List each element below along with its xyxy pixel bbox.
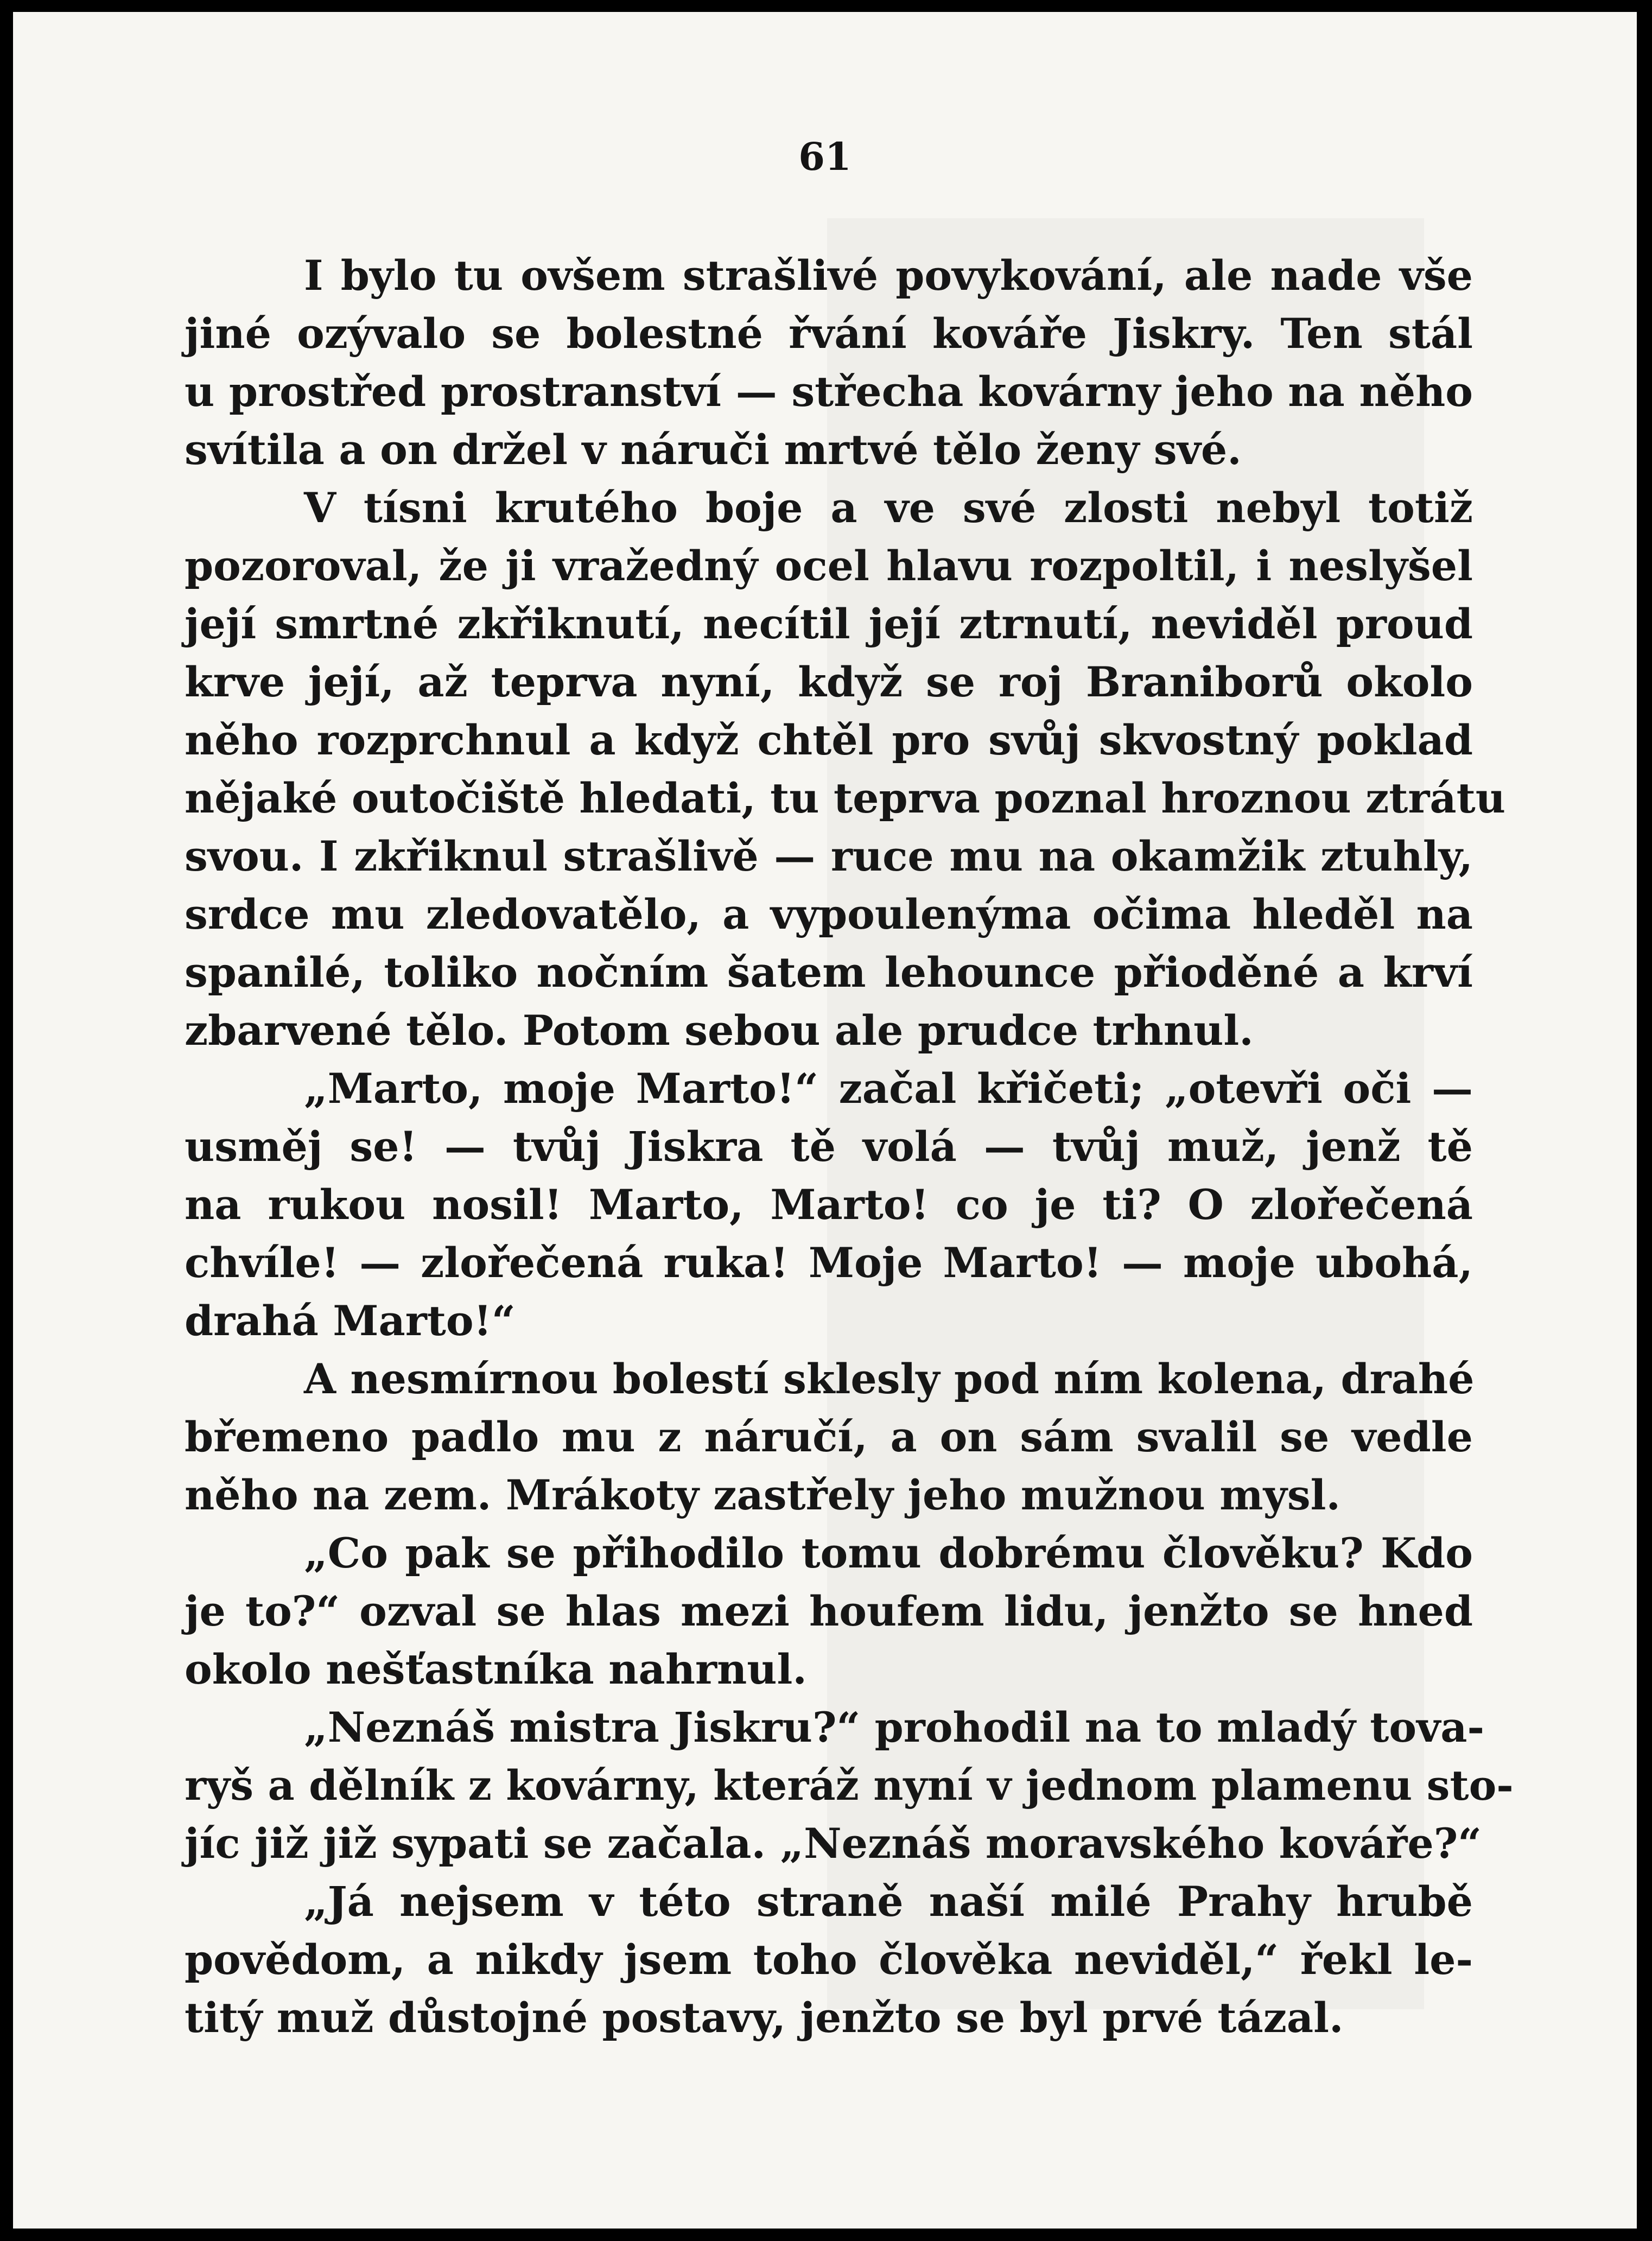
text-line: je to?“ ozval se hlas mezi houfem lidu, jenžto se hned <box>185 1587 1473 1635</box>
text-line: povědom, a nikdy jsem toho člověka neviděl,“ řekl le- <box>185 1935 1473 1984</box>
text-line: srdce mu zledovatělo, a vypoulenýma očima hleděl na <box>185 890 1473 938</box>
paragraph-4 <box>185 1350 1473 1524</box>
paragraph-3 <box>185 1059 1473 1350</box>
text-line: „Marto, moje Marto!“ začal křičeti; „otevři oči — <box>304 1064 1473 1113</box>
text-line: nějaké outočiště hledati, tu teprva poznal hroznou ztrátu <box>185 774 1506 822</box>
text-line: „Co pak se přihodilo tomu dobrému člověku? Kdo <box>304 1529 1473 1577</box>
text-line: „Já nejsem v této straně naší milé Prahy hrubě <box>304 1877 1473 1926</box>
text-line: na rukou nosil! Marto, Marto! co je ti? O zlořečená <box>185 1180 1473 1229</box>
text-line: A nesmírnou bolestí sklesly pod ním kolena, drahé <box>304 1355 1475 1403</box>
paragraph-1 <box>185 246 1473 479</box>
text-line: její smrtné zkřiknutí, necítil její ztrnutí, neviděl proud <box>185 600 1473 648</box>
text-line: usměj se! — tvůj Jiskra tě volá — tvůj muž, jenž tě <box>185 1122 1473 1171</box>
text-line: okolo nešťastníka nahrnul. <box>185 1645 807 1693</box>
text-line: titý muž důstojné postavy, jenžto se byl prvé tázal. <box>185 1994 1344 2042</box>
text-line: břemeno padlo mu z náručí, a on sám svalil se vedle <box>185 1413 1473 1461</box>
paragraph-2 <box>185 479 1506 1059</box>
text-line: zbarvené tělo. Potom sebou ale prudce trhnul. <box>185 1006 1254 1055</box>
text-line: spanilé, toliko nočním šatem lehounce přioděné a krví <box>185 948 1473 996</box>
text-line: svou. I zkřiknul strašlivě — ruce mu na okamžik ztuhly, <box>185 832 1473 880</box>
text-line: ryš a dělník z kovárny, kteráž nyní v jednom plamenu sto- <box>185 1761 1514 1810</box>
text-line: chvíle! — zlořečená ruka! Moje Marto! — moje ubohá, <box>185 1239 1473 1287</box>
paragraph-5 <box>185 1524 1473 1698</box>
paragraph-6 <box>185 1698 1514 1872</box>
paragraph-7 <box>185 1872 1473 2047</box>
text-line: jiné ozývalo se bolestné řvání kováře Jiskry. Ten stál <box>185 309 1473 358</box>
text-line: u prostřed prostranství — střecha kovárny jeho na něho <box>185 367 1473 416</box>
text-line: něho rozprchnul a když chtěl pro svůj skvostný poklad <box>185 716 1473 764</box>
text-line: I bylo tu ovšem strašlivé povykování, ale nade vše <box>304 251 1473 300</box>
text-line: něho na zem. Mrákoty zastřely jeho mužnou mysl. <box>185 1471 1340 1519</box>
page-number: 61 <box>798 134 852 179</box>
text-line: V tísni krutého boje a ve své zlosti nebyl totiž <box>304 484 1473 532</box>
text-line: „Neznáš mistra Jiskru?“ prohodil na to mladý tova- <box>304 1703 1485 1751</box>
text-line: svítila a on držel v náruči mrtvé tělo ženy své. <box>185 426 1242 474</box>
body-text <box>185 246 1514 2047</box>
book-page <box>13 12 1637 2229</box>
text-line: krve její, až teprva nyní, když se roj Braniborů okolo <box>185 658 1473 706</box>
text-line: drahá Marto!“ <box>185 1297 516 1345</box>
text-line: jíc již již sypati se začala. „Neznáš moravského kováře?“ <box>185 1819 1482 1868</box>
text-line: pozoroval, že ji vražedný ocel hlavu rozpoltil, i neslyšel <box>185 542 1473 590</box>
